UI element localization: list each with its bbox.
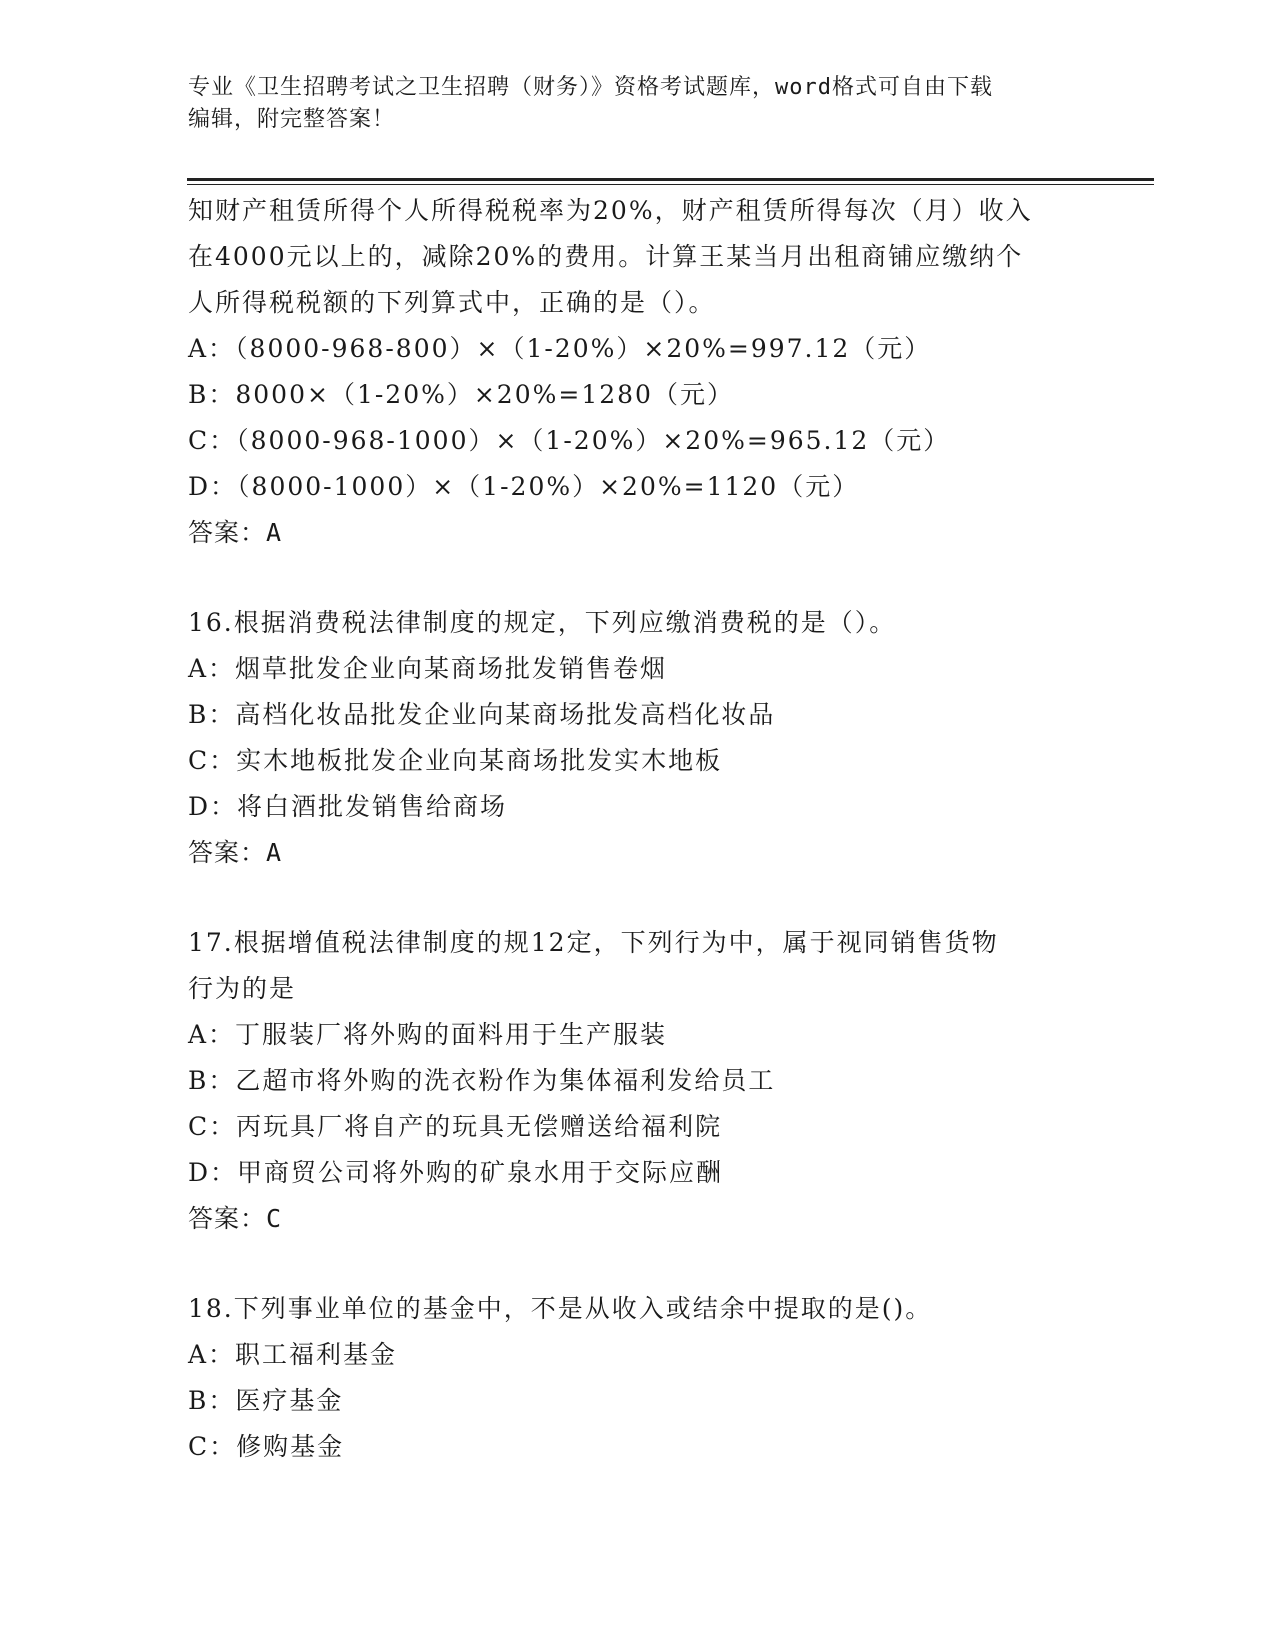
header-line-1: 专业《卫生招聘考试之卫生招聘（财务）》资格考试题库，word格式可自由下载 [188,75,993,100]
document-header [188,72,1088,136]
option-a: A：丁服装厂将外购的面料用于生产服装 [188,1020,668,1049]
header-line-2: 编辑，附完整答案！ [188,107,396,132]
option-c: C：丙玩具厂将自产的玩具无偿赠送给福利院 [188,1112,723,1141]
question-stem-line: 人所得税税额的下列算式中，正确的是（）。 [188,288,716,317]
header-rule-thick [187,178,1154,181]
option-a: A：（8000-968-800）×（1-20%）×20%=997.12（元） [188,334,932,363]
question-stem-line: 16.根据消费税法律制度的规定，下列应缴消费税的是（）。 [188,608,897,637]
option-c: C：实木地板批发企业向某商场批发实木地板 [188,746,723,775]
option-a: A：烟草批发企业向某商场批发销售卷烟 [188,654,668,683]
question-stem-line: 在4000元以上的，减除20%的费用。计算王某当月出租商铺应缴纳个 [188,242,1024,271]
answer-line: 答案：C [188,1204,283,1233]
option-b: B：医疗基金 [188,1386,344,1415]
question-stem-line: 行为的是 [188,974,297,1003]
question-15 [188,188,1088,556]
option-c: C：修购基金 [188,1432,345,1461]
header-rule-thin [187,184,1154,185]
option-b: B：高档化妆品批发企业向某商场批发高档化妆品 [188,700,776,729]
option-d: D：（8000-1000）×（1-20%）×20%=1120（元） [188,472,860,501]
option-c: C：（8000-968-1000）×（1-20%）×20%=965.12（元） [188,426,951,455]
option-b: B：乙超市将外购的洗衣粉作为集体福利发给员工 [188,1066,776,1095]
option-d: D：甲商贸公司将外购的矿泉水用于交际应酬 [188,1158,724,1187]
question-stem-line: 18.下列事业单位的基金中，不是从收入或结余中提取的是()。 [188,1294,933,1323]
option-d: D：将白酒批发销售给商场 [188,792,508,821]
question-spacer [188,556,1088,600]
question-17 [188,920,1088,1242]
question-stem-line: 17.根据增值税法律制度的规12定，下列行为中，属于视同销售货物 [188,928,999,957]
question-stem-line: 知财产租赁所得个人所得税税率为20%，财产租赁所得每次（月）收入 [188,196,1033,225]
option-a: A：职工福利基金 [188,1340,398,1369]
answer-line: 答案：A [188,838,283,867]
question-18 [188,1286,1088,1470]
question-16 [188,600,1088,876]
option-b: B：8000×（1-20%）×20%=1280（元） [188,380,734,409]
answer-line: 答案：A [188,518,283,547]
question-spacer [188,876,1088,920]
question-spacer [188,1242,1088,1286]
question-list [188,188,1088,1470]
